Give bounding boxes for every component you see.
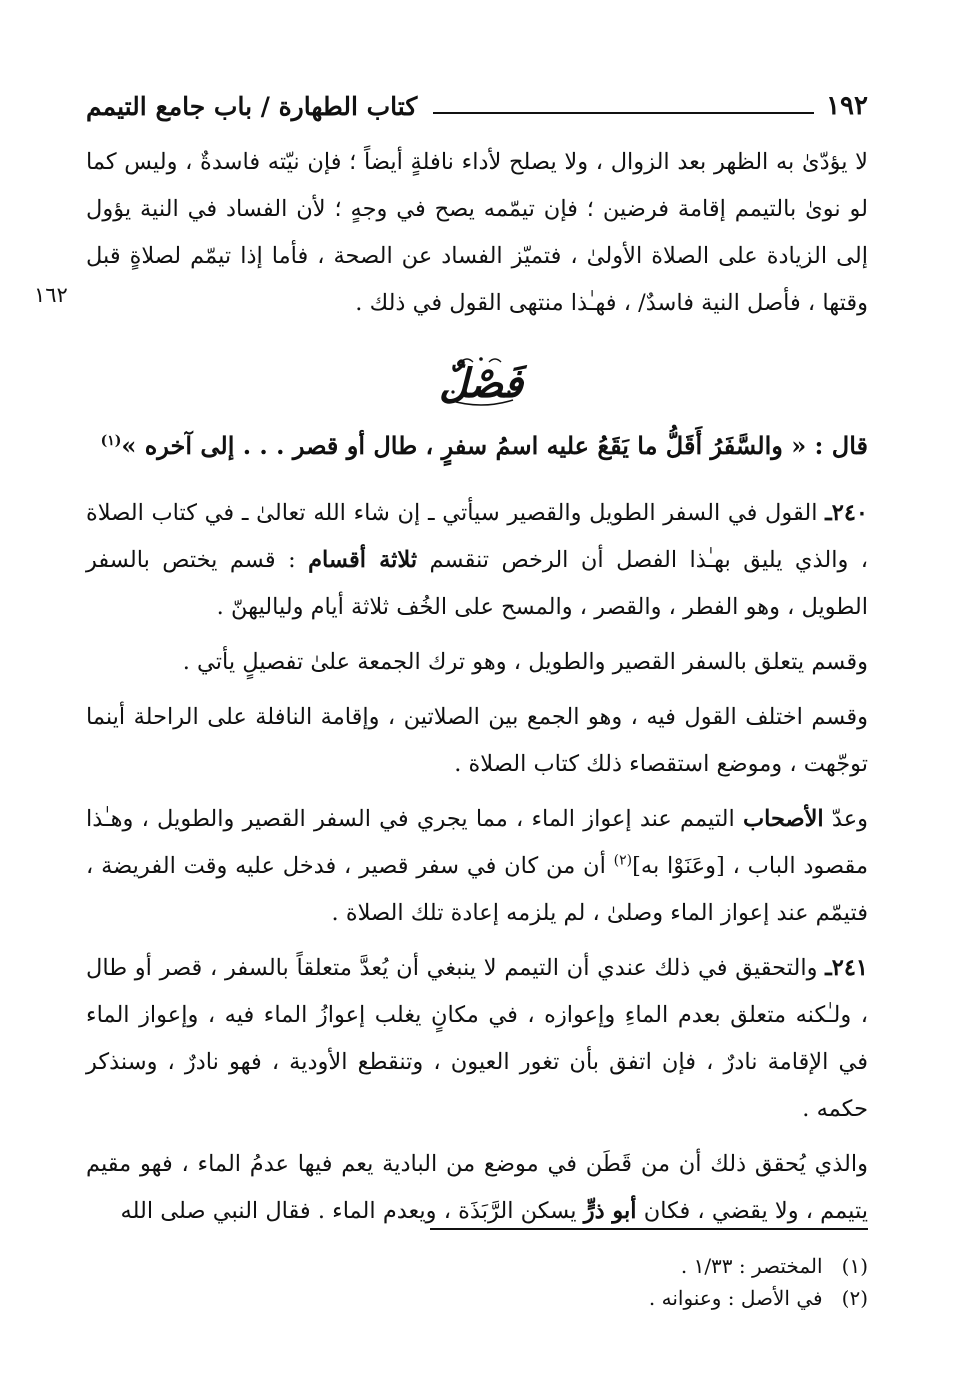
paragraph-241-text: والتحقيق في ذلك عندي أن التيمم لا ينبغي أن يُعدَّ متعلقاً بالسفر ، قصر أو طال ، ولـٰكنه متعلق بعدم الماءِ وإعوازه ، في مكانٍ يغلب إعوازُ الماء فيه ، وإعواز الماء في الإقامة نادرٌ ، فإن اتفق بأن تغور العيون ، وتنقطع الأودية ، فهو نادرٌ ، وسنذكر حكمه . bbox=[86, 955, 868, 1122]
margin-folio-number: ١٦٢ bbox=[34, 283, 68, 307]
footnotes bbox=[86, 1250, 868, 1314]
paragraph-ashab-end: أن من كان في سفر قصير ، فدخل عليه وقت الفريضة ، فتيمّم عند إعواز الماء وصلىٰ ، لم يلزمه إعادة تلك الصلاة . bbox=[86, 853, 868, 926]
header-rule bbox=[433, 112, 814, 114]
footnote-2-text: في الأصل : وعنوانه . bbox=[648, 1286, 823, 1310]
section-heading: فَصْلٌ bbox=[438, 359, 524, 407]
paragraph-241 bbox=[86, 945, 868, 1133]
paragraph-ashab-bold: الأصحاب bbox=[742, 806, 824, 832]
paragraph-last-bold: أبو ذرٍّ bbox=[583, 1198, 637, 1224]
paragraph-last-text-b: يسكن الرَّبَذَة ، ويعدم الماء . فقال النبي صلى الله bbox=[120, 1198, 577, 1224]
paragraph-qism-2: وقسم يتعلق بالسفر القصير والطويل ، وهو ترك الجمعة علىٰ تفصيلٍ يأتي . bbox=[182, 649, 868, 675]
top-paragraph: لا يؤدّىٰ به الظهر بعد الزوال ، ولا يصلح لأداء نافلةٍ أيضاً ؛ فإن نيّته فاسدةٌ ، وليس كما لو نوىٰ بالتيمم إقامة فرضين ؛ فإن تيمّمه يصح في وجهٍ ؛ لأن الفساد في النية يؤول إلى الزيادة على الصلاة الأولىٰ ، فتميّز الفساد عن الصحة ، فأما إذا تيمّم لصلاةٍ قبل وقتها ، فأصل النية فاسدٌ/ ، فهـٰذا منتهى القول في ذلك . bbox=[86, 149, 868, 316]
paragraph-qism-3: وقسم اختلف القول فيه ، وهو الجمع بين الصلاتين ، وإقامة النافلة على الراحلة أينما توجّهت ، وموضع استقصاء ذلك كتاب الصلاة . bbox=[86, 704, 869, 777]
footnote-ref-1: (١) bbox=[100, 433, 122, 449]
paragraph-ashab-start: وعدّ bbox=[831, 806, 868, 832]
main-text-block bbox=[86, 490, 868, 1235]
paragraph-last bbox=[86, 1141, 868, 1235]
paragraph-240-text-b: : قسم يختص بالسفر الطويل ، وهو الفطر ، والقصر ، والمسح على الخُف ثلاثة أيام ولياليهنّ . bbox=[86, 547, 868, 620]
paragraph-number-240: ٢٤٠ـ bbox=[825, 500, 868, 526]
paragraph-number-241: ٢٤١ـ bbox=[825, 955, 868, 981]
footnote-1-number: (١) bbox=[841, 1254, 868, 1278]
footnote-1 bbox=[86, 1250, 868, 1282]
footnote-ref-2: (٢) bbox=[613, 852, 633, 869]
footnote-2-number: (٢) bbox=[841, 1286, 868, 1310]
section-heading-ornament bbox=[431, 352, 531, 414]
page-number: ١٩٢ bbox=[826, 91, 868, 121]
matn-quote-line bbox=[86, 424, 868, 468]
footnote-2 bbox=[86, 1282, 868, 1314]
paragraph-240-text-a: القول في السفر الطويل والقصير سيأتي ـ إن شاء الله تعالىٰ ـ في كتاب الصلاة ، والذي يليق بهـٰذا الفصل أن الرخص تنقسم bbox=[86, 500, 869, 573]
running-title: كتاب الطهارة / باب جامع التيمم bbox=[86, 91, 418, 121]
paragraph-240 bbox=[86, 490, 868, 631]
paragraph-240-bold: ثلاثة أقسام bbox=[308, 547, 418, 573]
paragraph-ashab-middle: التيمم عند إعواز الماء ، مما يجري في السفر القصير والطويل ، وهـٰذا مقصود الباب ، [وعَنَوْا به] bbox=[86, 806, 868, 879]
top-paragraph-block bbox=[86, 139, 868, 327]
paragraph-ashab bbox=[86, 796, 868, 937]
matn-quote-text: قال : « والسَّفَرُ أَقَلُّ ما يَقَعُ عليه اسمُ سفرٍ ، طال أو قصر . . . إلى آخره » bbox=[121, 431, 868, 460]
page-header bbox=[86, 86, 868, 126]
footnote-rule bbox=[430, 1228, 868, 1230]
paragraph-last-text-a: والذي يُحقق ذلك أن من قَطَن في موضع من البادية يعم فيها عدمُ الماء ، فهو مقيم يتيمم ، ولا يقضي ، فكان bbox=[86, 1151, 868, 1224]
footnote-1-text: المختصر : ١/٣٣ . bbox=[680, 1254, 823, 1278]
